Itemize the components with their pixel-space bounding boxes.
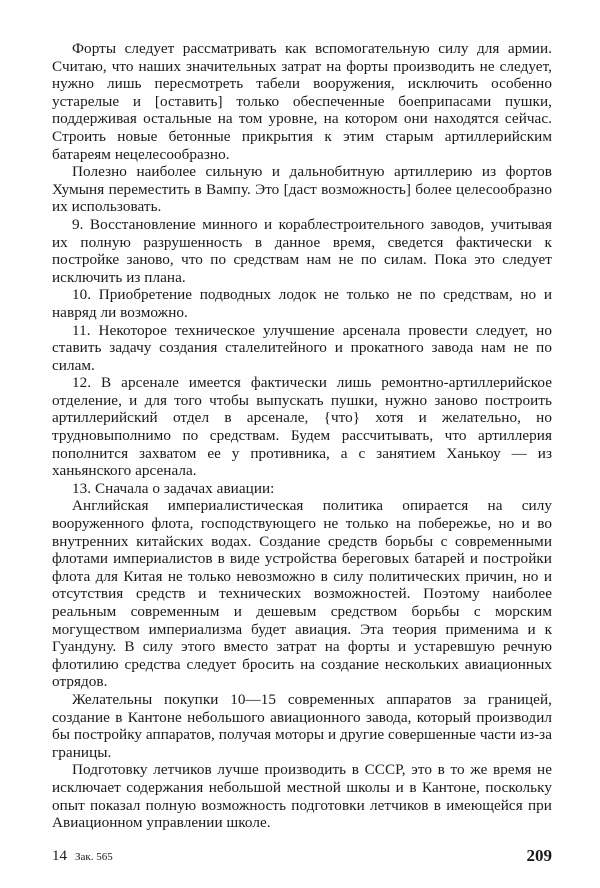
paragraph-artillery-vampu: Полезно наиболее сильную и дальнобитную артиллерию из фортов Хумыня переместить в Вампу. Это [даст возможность] более целесообразно их использовать. (52, 163, 552, 216)
page-number: 209 (526, 846, 552, 865)
paragraph-forts: Форты следует рассматривать как вспомогательную силу для армии. Считаю, что наших значительных затрат на форты производить не следует, нужно лишь пересмотреть табели вооружения, исключить особенно устарелые и [оставить] только обеспеченные боеприпасами пушки, поддерживая остальные на том уровне, на котором они находятся сейчас. Строить новые бетонные прикрытия к этим старым артиллерийским батареям нецелесообразно. (52, 40, 552, 163)
paragraph-item-12: 12. В арсенале имеется фактически лишь ремонтно-артиллерийское отделение, и для того чтобы выпускать пушки, нужно заново построить артиллерийский отдел в арсенале, {что} хотя и желательно, но трудновыполнимо по средствам. Будем рассчитывать, что артиллерия пополнится захватом ее у противника, а с занятием Ханькоу — из ханьянского арсенала. (52, 374, 552, 480)
document-page (52, 40, 552, 840)
paragraph-pilot-training: Подготовку летчиков лучше производить в СССР, это в то же время не исключает содержания небольшой местной школы и в Кантоне, поскольку опыт показал полную возможность подготовки летчиков в имеющейся при Авиационном управлении школе. (52, 761, 552, 832)
paragraph-item-10: 10. Приобретение подводных лодок не только не по средствам, но и навряд ли возможно. (52, 286, 552, 321)
signature-number: 14 (52, 848, 67, 864)
paragraph-aviation-policy: Английская империалистическая политика опирается на силу вооруженного флота, господствующего не только на побережье, но и во внутренних китайских водах. Создание средств борьбы с современными флотами империалистов в виде устройства береговых батарей и постройки флота для Китая не только невозможно в силу политических причин, но и отсутствия средств и технических возможностей. Поэтому наиболее реальным современным и дешевым средством борьбы с морским могуществом империализма будет авиация. Эта теория применима и к Гуандуну. В силу этого вместо затрат на форты и устаревшую речную флотилию средства следует бросить на создание нескольких авиационных отрядов. (52, 497, 552, 691)
paragraph-aircraft-purchase: Желательны покупки 10—15 современных аппаратов за границей, создание в Кантоне небольшого авиационного завода, который производил бы постройку аппаратов, получая моторы и другие совершенные части из-за границы. (52, 690, 552, 761)
order-number: Зак. 565 (75, 851, 113, 863)
paragraph-item-13: 13. Сначала о задачах авиации: (72, 479, 275, 497)
paragraph-item-11: 11. Некоторое техническое улучшение арсенала провести следует, но ставить задачу создания сталелитейного и прокатного завода нам не по силам. (52, 321, 552, 374)
printer-mark (52, 848, 113, 865)
page-footer (52, 846, 552, 866)
body-text (52, 40, 552, 832)
paragraph-item-9: 9. Восстановление минного и кораблестроительного заводов, учитывая их полную разрушенность в данное время, сведется фактически к постройке заново, что по средствам нам не по силам. Пока это следует исключить из плана. (52, 215, 552, 286)
